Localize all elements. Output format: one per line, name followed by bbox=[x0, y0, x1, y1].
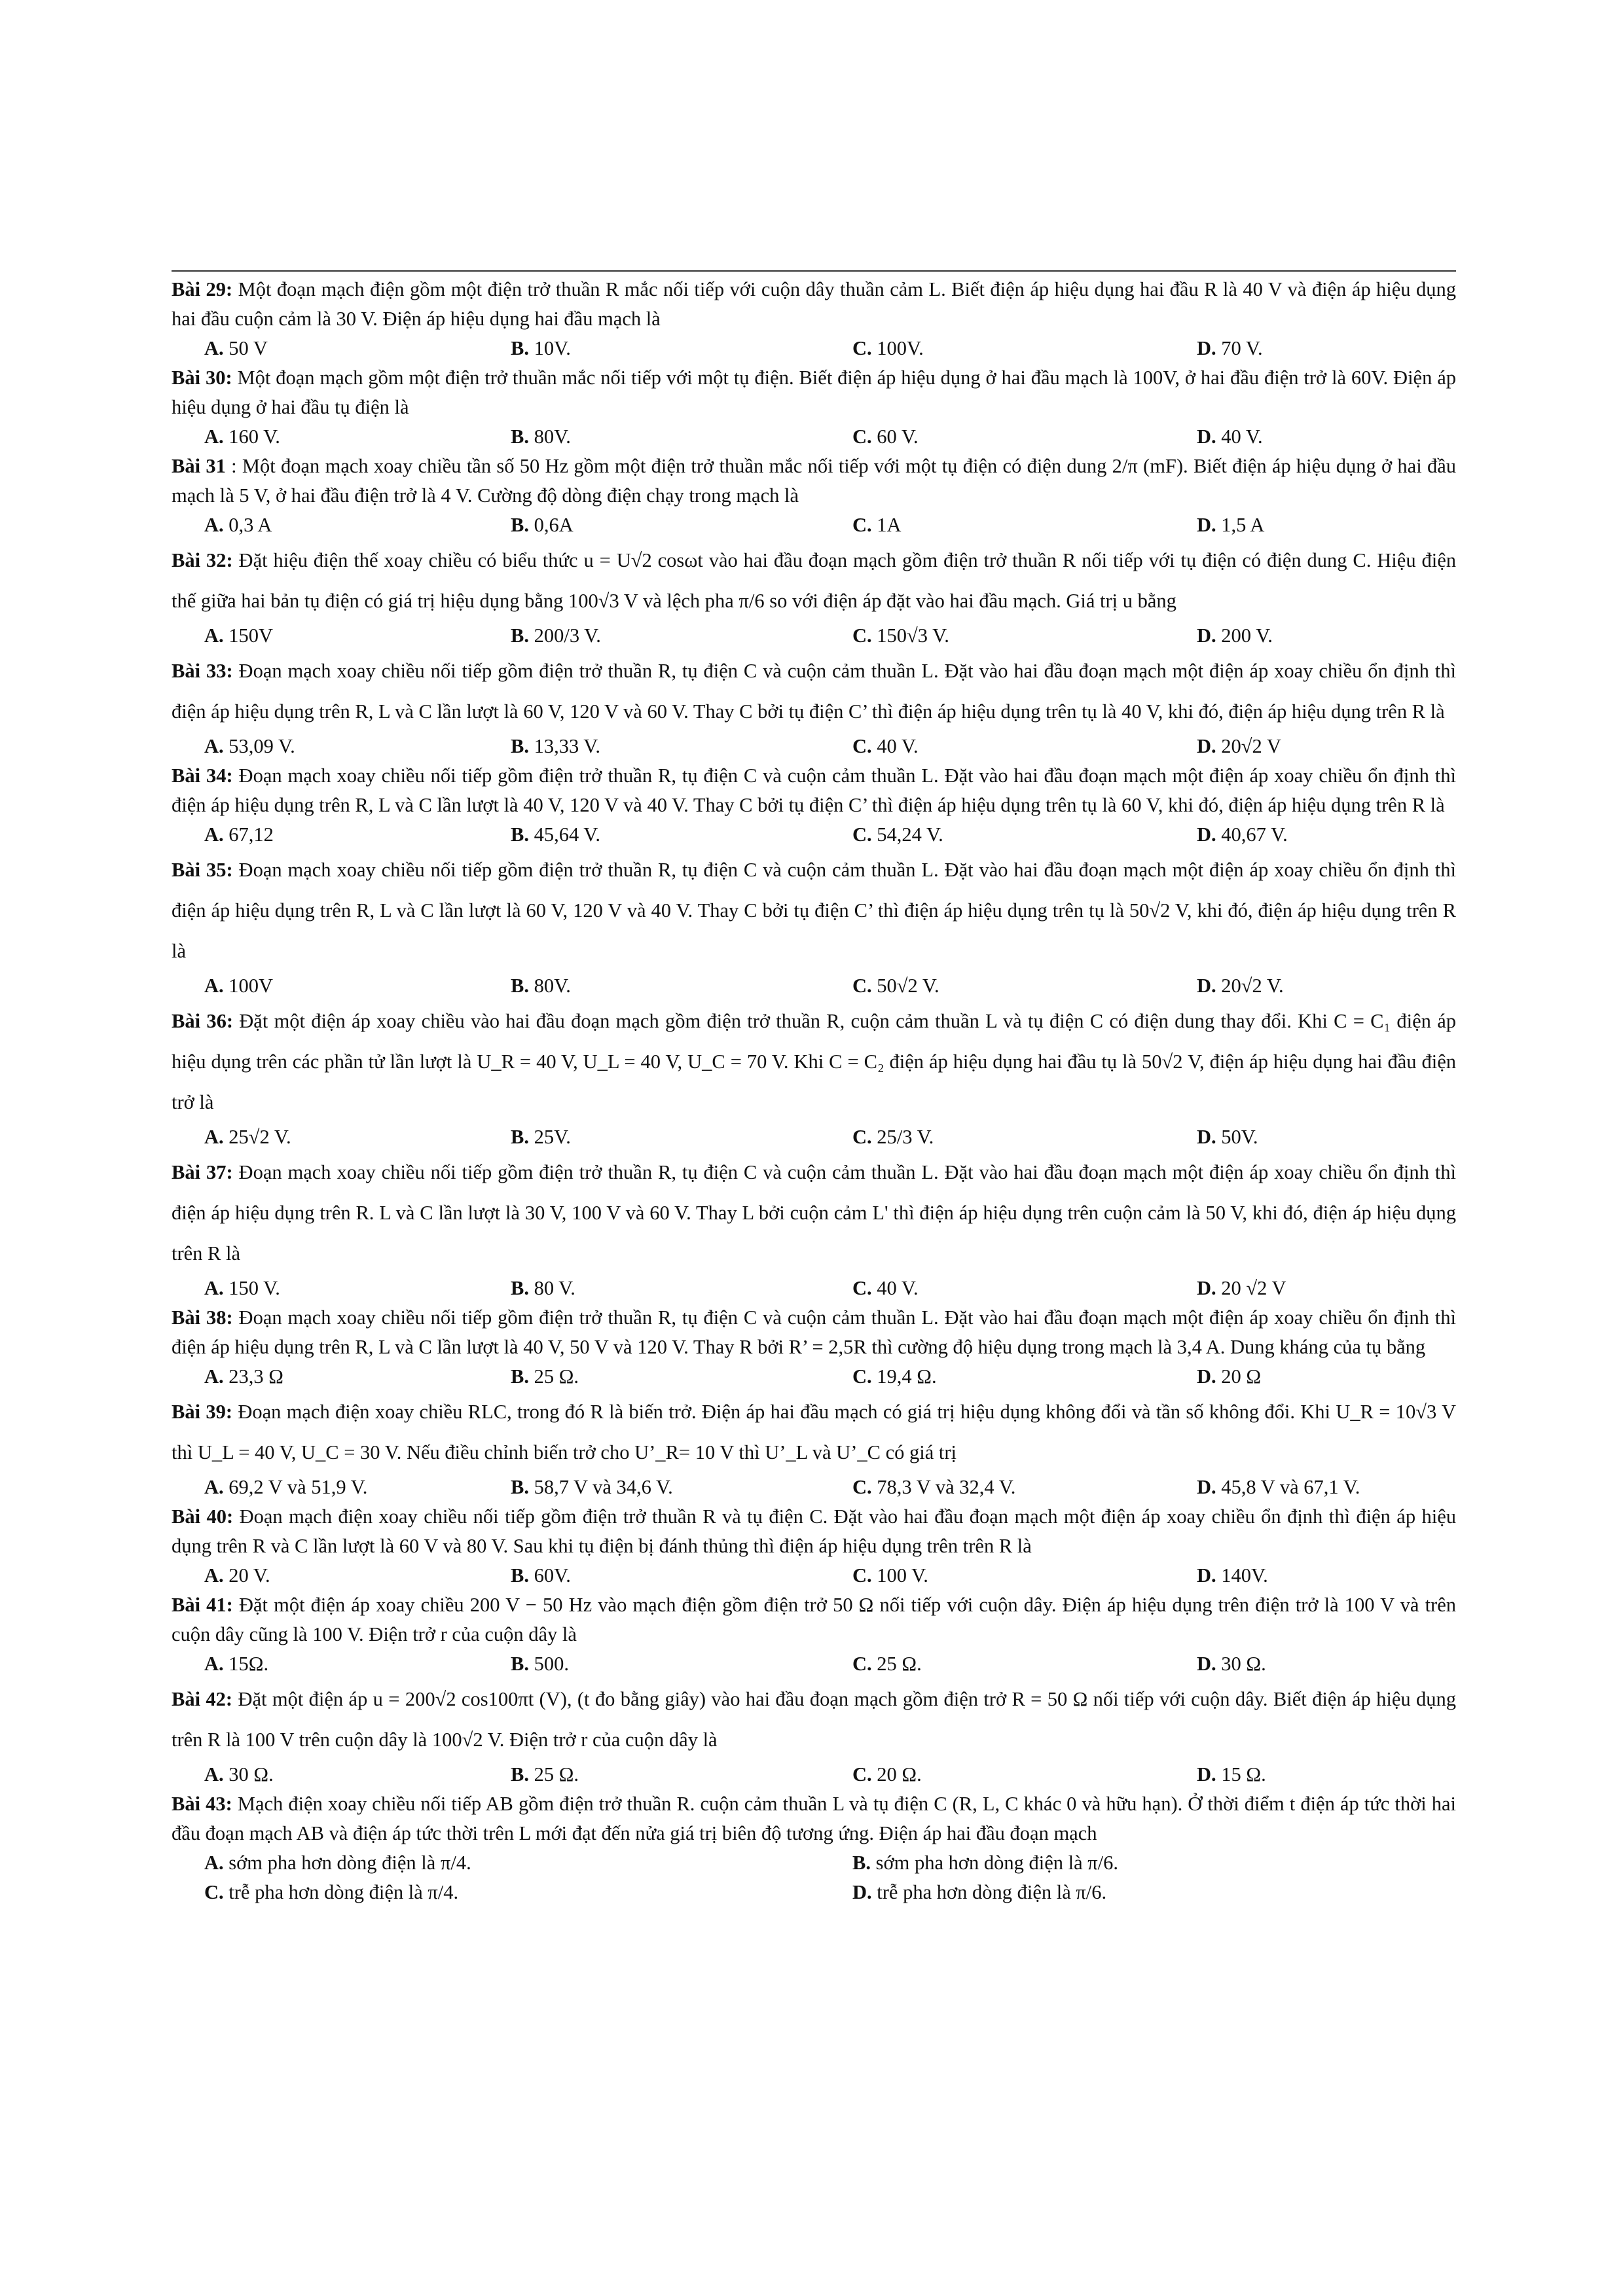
option-text: 200/3 V. bbox=[534, 624, 601, 647]
option-label: D. bbox=[1197, 1277, 1216, 1299]
option-text: 54,24 V. bbox=[877, 823, 943, 846]
option-label: B. bbox=[852, 1852, 871, 1874]
answer-option[interactable] bbox=[1197, 820, 1510, 850]
option-label: D. bbox=[1197, 514, 1216, 536]
problem bbox=[172, 275, 1456, 363]
problem-number: Bài 40: bbox=[172, 1505, 234, 1528]
answer-option[interactable] bbox=[852, 1362, 1197, 1391]
problem-statement: Đoạn mạch xoay chiều nối tiếp gồm điện trở thuần R, tụ điện C và cuộn cảm thuần L. Đặt vào hai đầu đoạn mạch một điện áp xoay chiều ổn định thì điện áp hiệu dụng trên R. L và C lần lượt là 30 V, 100 V và 60 V. Thay L bởi cuộn cảm L' thì điện áp hiệu dụng trên cuộn cảm là 50 V, khi đó, điện áp hiệu dụng trên R là bbox=[172, 1161, 1457, 1265]
answer-option[interactable] bbox=[852, 971, 1197, 1001]
option-text: 15 Ω. bbox=[1221, 1763, 1266, 1785]
answer-options bbox=[204, 621, 1456, 651]
answer-option[interactable] bbox=[1197, 1362, 1510, 1391]
answer-options bbox=[204, 511, 1456, 540]
option-label: D. bbox=[852, 1881, 872, 1903]
option-text: 40 V. bbox=[1221, 425, 1263, 448]
option-label: D. bbox=[1197, 1126, 1216, 1148]
answer-option[interactable] bbox=[1197, 334, 1510, 363]
answer-option[interactable] bbox=[1197, 422, 1510, 452]
option-text: 60V. bbox=[534, 1564, 571, 1587]
option-label: B. bbox=[511, 337, 529, 359]
answer-option[interactable] bbox=[511, 820, 852, 850]
option-label: A. bbox=[204, 514, 224, 536]
answer-option[interactable] bbox=[852, 1760, 1197, 1789]
option-text: 10V. bbox=[534, 337, 571, 359]
option-label: D. bbox=[1197, 1365, 1216, 1388]
option-text: 30 Ω. bbox=[1221, 1653, 1266, 1675]
problem-statement: Một đoạn mạch gồm một điện trở thuần mắc nối tiếp với một tụ điện. Biết điện áp hiệu dụng ở hai đầu mạch là 100V, ở hai đầu điện trở là 60V. Điện áp hiệu dụng ở hai đầu tụ điện là bbox=[172, 367, 1457, 418]
option-text: 40 V. bbox=[877, 1277, 919, 1299]
problem-number: Bài 43: bbox=[172, 1793, 232, 1815]
answer-option[interactable] bbox=[204, 1848, 852, 1878]
option-text: 25 Ω. bbox=[534, 1365, 579, 1388]
option-text: 20 V. bbox=[228, 1564, 270, 1587]
option-text: sớm pha hơn dòng điện là π/4. bbox=[228, 1852, 471, 1874]
answer-options bbox=[204, 334, 1456, 363]
problem bbox=[172, 1303, 1456, 1391]
option-text: 100V. bbox=[877, 337, 924, 359]
problem-number: Bài 41: bbox=[172, 1594, 233, 1616]
option-label: C. bbox=[852, 1126, 872, 1148]
question-text bbox=[172, 363, 1456, 422]
option-text: 45,64 V. bbox=[534, 823, 601, 846]
answer-option[interactable] bbox=[511, 422, 852, 452]
answer-option[interactable] bbox=[204, 732, 511, 761]
option-text: 80 V. bbox=[534, 1277, 575, 1299]
problem-number: Bài 34: bbox=[172, 764, 233, 787]
option-text: 15Ω. bbox=[228, 1653, 269, 1675]
problem-number: Bài 38: bbox=[172, 1306, 233, 1329]
answer-options bbox=[204, 1561, 1456, 1590]
option-label: C. bbox=[852, 1564, 872, 1587]
option-text: 20√2 V bbox=[1221, 735, 1281, 757]
option-label: D. bbox=[1197, 337, 1216, 359]
option-label: A. bbox=[204, 1564, 224, 1587]
option-text: 58,7 V và 34,6 V. bbox=[534, 1476, 673, 1498]
problem-statement: Đoạn mạch điện xoay chiều RLC, trong đó R là biến trở. Điện áp hai đầu mạch có giá trị hiệu dụng không đổi và tần số không đổi. Khi U_R = 10√3 V thì U_L = 40 V, U_C = 30 V. Nếu điều chỉnh biến trở cho U’_R= 10 V thì U’_L và U’_C có giá trị bbox=[172, 1401, 1456, 1463]
option-label: D. bbox=[1197, 975, 1216, 997]
problem-statement: Đặt một điện áp u = 200√2 cos100πt (V), (t đo bằng giây) vào hai đầu đoạn mạch gồm điện trở R = 50 Ω nối tiếp với cuộn dây. Biết điện áp hiệu dụng trên R là 100 V trên cuộn dây là 100√2 V. Điện trở r của cuộn dây là bbox=[172, 1688, 1456, 1751]
problem-statement: : Một đoạn mạch xoay chiều tần số 50 Hz gồm một điện trở thuần mắc nối tiếp với một tụ điện có điện dung 2/π (mF). Biết điện áp hiệu dụng ở hai đầu mạch là 5 V, ở hai đầu điện trở là 4 V. Cường độ dòng điện chạy trong mạch là bbox=[172, 455, 1456, 507]
answer-options bbox=[204, 971, 1456, 1001]
option-text: 20√2 V. bbox=[1221, 975, 1284, 997]
answer-option[interactable] bbox=[204, 1878, 852, 1907]
option-text: 30 Ω. bbox=[228, 1763, 274, 1785]
answer-option[interactable] bbox=[1197, 1473, 1510, 1502]
answer-options bbox=[204, 1848, 1456, 1907]
problem-number: Bài 42: bbox=[172, 1688, 233, 1710]
option-text: 80V. bbox=[534, 425, 571, 448]
option-label: C. bbox=[852, 514, 872, 536]
question-text bbox=[172, 1502, 1456, 1561]
option-text: 0,6A bbox=[534, 514, 574, 536]
problem-number: Bài 30: bbox=[172, 367, 232, 389]
problem-statement: Đặt một điện áp xoay chiều vào hai đầu đoạn mạch gồm điện trở thuần R, cuộn cảm thuần L và tụ điện C có điện dung thay đổi. Khi C = C₁ điện áp hiệu dụng trên các phần tử lần lượt là U_R = 40 V, U_L = 40 V, U_C = 70 V. Khi C = C₂ điện áp hiệu dụng hai đầu tụ là 50√2 V, điện áp hiệu dụng hai đầu điện trở là bbox=[172, 1010, 1456, 1113]
answer-option[interactable] bbox=[511, 732, 852, 761]
answer-option[interactable] bbox=[1197, 621, 1510, 651]
option-label: C. bbox=[852, 1653, 872, 1675]
answer-option[interactable] bbox=[204, 1274, 511, 1303]
problem bbox=[172, 1679, 1456, 1789]
option-label: A. bbox=[204, 823, 224, 846]
problem bbox=[172, 1789, 1456, 1907]
answer-option[interactable] bbox=[852, 1561, 1197, 1590]
problem bbox=[172, 850, 1456, 1001]
answer-option[interactable] bbox=[204, 1473, 511, 1502]
answer-option[interactable] bbox=[1197, 1274, 1510, 1303]
answer-option[interactable] bbox=[1197, 971, 1510, 1001]
option-text: 67,12 bbox=[228, 823, 274, 846]
answer-option[interactable] bbox=[852, 621, 1197, 651]
option-label: C. bbox=[852, 1277, 872, 1299]
option-label: A. bbox=[204, 1126, 224, 1148]
option-text: 1A bbox=[877, 514, 902, 536]
problem-number: Bài 37: bbox=[172, 1161, 233, 1183]
answer-option[interactable] bbox=[204, 511, 511, 540]
problem bbox=[172, 452, 1456, 540]
answer-option[interactable] bbox=[1197, 511, 1510, 540]
answer-option[interactable] bbox=[511, 1561, 852, 1590]
option-text: 40 V. bbox=[877, 735, 919, 757]
answer-option[interactable] bbox=[852, 1122, 1197, 1152]
answer-option[interactable] bbox=[852, 1848, 1442, 1878]
problem-statement: Đoạn mạch xoay chiều nối tiếp gồm điện trở thuần R, tụ điện C và cuộn cảm thuần L. Đặt vào hai đầu đoạn mạch một điện áp xoay chiều ổn định thì điện áp hiệu dụng trên R, L và C lần lượt là 60 V, 120 V và 40 V. Thay C bởi tụ điện C’ thì điện áp hiệu dụng trên tụ là 50√2 V, khi đó, điện áp hiệu dụng trên R là bbox=[172, 859, 1457, 962]
problem bbox=[172, 761, 1456, 850]
option-label: C. bbox=[852, 975, 872, 997]
option-label: D. bbox=[1197, 1653, 1216, 1675]
option-label: B. bbox=[511, 735, 529, 757]
problem-number: Bài 33: bbox=[172, 660, 233, 682]
answer-options bbox=[204, 1274, 1456, 1303]
option-label: B. bbox=[511, 823, 529, 846]
option-text: 45,8 V và 67,1 V. bbox=[1221, 1476, 1360, 1498]
problem-statement: Đoạn mạch xoay chiều nối tiếp gồm điện trở thuần R, tụ điện C và cuộn cảm thuần L. Đặt vào hai đầu đoạn mạch một điện áp xoay chiều ổn định thì điện áp hiệu dụng trên R, L và C lần lượt là 60 V, 120 V và 60 V. Thay C bởi tụ điện C’ thì điện áp hiệu dụng trên tụ là 40 V, khi đó, điện áp hiệu dụng trên R là bbox=[172, 660, 1457, 723]
option-text: 100V bbox=[228, 975, 274, 997]
problem bbox=[172, 651, 1456, 761]
problem-number: Bài 35: bbox=[172, 859, 233, 881]
option-text: 19,4 Ω. bbox=[877, 1365, 937, 1388]
problem bbox=[172, 363, 1456, 452]
answer-option[interactable] bbox=[511, 1362, 852, 1391]
question-text bbox=[172, 850, 1456, 971]
option-label: A. bbox=[204, 735, 224, 757]
option-text: 100 V. bbox=[877, 1564, 928, 1587]
option-text: 50√2 V. bbox=[877, 975, 939, 997]
question-text bbox=[172, 1789, 1456, 1848]
option-label: B. bbox=[511, 1126, 529, 1148]
option-text: 20 Ω bbox=[1221, 1365, 1262, 1388]
option-label: A. bbox=[204, 1277, 224, 1299]
option-text: 25V. bbox=[534, 1126, 571, 1148]
option-label: C. bbox=[852, 425, 872, 448]
answer-options bbox=[204, 1122, 1456, 1152]
option-label: B. bbox=[511, 1277, 529, 1299]
answer-option[interactable] bbox=[511, 1473, 852, 1502]
answer-option[interactable] bbox=[511, 1122, 852, 1152]
answer-option[interactable] bbox=[511, 971, 852, 1001]
problem-number: Bài 31 bbox=[172, 455, 226, 477]
option-text: 25√2 V. bbox=[228, 1126, 291, 1148]
problem-list bbox=[172, 275, 1456, 1907]
option-text: 40,67 V. bbox=[1221, 823, 1288, 846]
problem-number: Bài 39: bbox=[172, 1401, 233, 1423]
problem bbox=[172, 1001, 1456, 1152]
answer-option[interactable] bbox=[204, 820, 511, 850]
option-label: C. bbox=[852, 1365, 872, 1388]
option-label: A. bbox=[204, 1852, 224, 1874]
option-label: B. bbox=[511, 1564, 529, 1587]
answer-option[interactable] bbox=[204, 1760, 511, 1789]
option-label: D. bbox=[1197, 425, 1216, 448]
option-label: D. bbox=[1197, 1763, 1216, 1785]
answer-option[interactable] bbox=[852, 1473, 1197, 1502]
problem bbox=[172, 1590, 1456, 1679]
option-label: B. bbox=[511, 425, 529, 448]
option-text: 0,3 A bbox=[228, 514, 272, 536]
option-label: D. bbox=[1197, 735, 1216, 757]
option-label: C. bbox=[852, 1763, 872, 1785]
answer-options bbox=[204, 1649, 1456, 1679]
option-label: B. bbox=[511, 1476, 529, 1498]
answer-option[interactable] bbox=[511, 511, 852, 540]
option-label: C. bbox=[204, 1881, 224, 1903]
answer-option[interactable] bbox=[204, 621, 511, 651]
answer-option[interactable] bbox=[511, 1649, 852, 1679]
problem bbox=[172, 1391, 1456, 1502]
question-text bbox=[172, 1152, 1456, 1274]
option-text: 69,2 V và 51,9 V. bbox=[228, 1476, 368, 1498]
option-label: C. bbox=[852, 735, 872, 757]
problem-statement: Đặt hiệu điện thế xoay chiều có biểu thức u = U√2 cosωt vào hai đầu đoạn mạch gồm điện trở thuần R nối tiếp với tụ điện có điện dung C. Hiệu điện thế giữa hai bản tụ điện có giá trị hiệu dụng bằng 100√3 V và lệch pha π/6 so với điện áp đặt vào hai đầu mạch. Giá trị u bằng bbox=[172, 549, 1456, 612]
option-label: A. bbox=[204, 1763, 224, 1785]
option-text: 1,5 A bbox=[1221, 514, 1265, 536]
answer-option[interactable] bbox=[1197, 1649, 1510, 1679]
option-label: C. bbox=[852, 1476, 872, 1498]
answer-option[interactable] bbox=[852, 422, 1197, 452]
question-text bbox=[172, 452, 1456, 511]
answer-option[interactable] bbox=[852, 820, 1197, 850]
answer-option[interactable] bbox=[852, 1878, 1442, 1907]
question-text bbox=[172, 275, 1456, 334]
answer-options bbox=[204, 1473, 1456, 1502]
question-text bbox=[172, 540, 1456, 621]
option-label: B. bbox=[511, 514, 529, 536]
answer-option[interactable] bbox=[852, 511, 1197, 540]
option-text: 25/3 V. bbox=[877, 1126, 934, 1148]
answer-option[interactable] bbox=[204, 1649, 511, 1679]
option-label: B. bbox=[511, 624, 529, 647]
option-text: 150V bbox=[228, 624, 274, 647]
option-label: C. bbox=[852, 823, 872, 846]
option-text: 50V. bbox=[1221, 1126, 1258, 1148]
option-text: 140V. bbox=[1221, 1564, 1268, 1587]
option-label: A. bbox=[204, 975, 224, 997]
answer-option[interactable] bbox=[1197, 1122, 1510, 1152]
answer-option[interactable] bbox=[852, 1274, 1197, 1303]
problem-statement: Đoạn mạch xoay chiều nối tiếp gồm điện trở thuần R, tụ điện C và cuộn cảm thuần L. Đặt vào hai đầu đoạn mạch một điện áp xoay chiều ổn định thì điện áp hiệu dụng trên R, L và C lần lượt là 40 V, 50 V và 120 V. Thay R bởi R’ = 2,5R thì cường độ hiệu dụng trong mạch là 3,4 A. Dung kháng của tụ bằng bbox=[172, 1306, 1457, 1358]
option-text: 25 Ω. bbox=[534, 1763, 579, 1785]
option-label: B. bbox=[511, 1365, 529, 1388]
option-text: 500. bbox=[534, 1653, 569, 1675]
answer-options bbox=[204, 1760, 1456, 1789]
question-text bbox=[172, 761, 1456, 820]
question-text bbox=[172, 1303, 1456, 1362]
problem-statement: Một đoạn mạch điện gồm một điện trở thuần R mắc nối tiếp với cuộn dây thuần cảm L. Biết điện áp hiệu dụng hai đầu R là 40 V và điện áp hiệu dụng hai đầu cuộn cảm là 30 V. Điện áp hiệu dụng hai đầu mạch là bbox=[172, 278, 1456, 330]
option-text: sớm pha hơn dòng điện là π/6. bbox=[875, 1852, 1119, 1874]
answer-options bbox=[204, 820, 1456, 850]
option-text: 23,3 Ω bbox=[228, 1365, 283, 1388]
option-text: 70 V. bbox=[1221, 337, 1263, 359]
problem-statement: Mạch điện xoay chiều nối tiếp AB gồm điện trở thuần R. cuộn cảm thuần L và tụ điện C (R, L, C khác 0 và hữu hạn). Ở thời điểm t điện áp tức thời hai đầu đoạn mạch AB và điện áp tức thời trên L mới đạt đến nửa giá trị biên độ tương ứng. Điện áp hai đầu đoạn mạch bbox=[172, 1793, 1456, 1844]
option-label: B. bbox=[511, 975, 529, 997]
problem-number: Bài 29: bbox=[172, 278, 233, 300]
option-text: 25 Ω. bbox=[877, 1653, 922, 1675]
answer-option[interactable] bbox=[204, 1561, 511, 1590]
option-text: 60 V. bbox=[877, 425, 919, 448]
option-text: 80V. bbox=[534, 975, 571, 997]
option-label: B. bbox=[511, 1763, 529, 1785]
option-text: 160 V. bbox=[228, 425, 280, 448]
option-text: trễ pha hơn dòng điện là π/6. bbox=[877, 1881, 1107, 1903]
answer-option[interactable] bbox=[1197, 1760, 1510, 1789]
option-label: A. bbox=[204, 1653, 224, 1675]
header-rule bbox=[172, 270, 1456, 272]
problem-statement: Đoạn mạch xoay chiều nối tiếp gồm điện trở thuần R, tụ điện C và cuộn cảm thuần L. Đặt vào hai đầu đoạn mạch một điện áp xoay chiều ổn định thì điện áp hiệu dụng trên R, L và C lần lượt là 40 V, 120 V và 40 V. Thay C bởi tụ điện C’ thì điện áp hiệu dụng trên tụ là 60 V, khi đó, điện áp hiệu dụng trên R là bbox=[172, 764, 1457, 816]
problem-number: Bài 32: bbox=[172, 549, 233, 571]
problem-statement: Đặt một điện áp xoay chiều 200 V − 50 Hz vào mạch điện gồm điện trở 50 Ω nối tiếp với cuộn dây. Điện áp hiệu dụng trên điện trở là 100 V và trên cuộn dây cũng là 100 V. Điện trở r của cuộn dây là bbox=[172, 1594, 1457, 1645]
problem bbox=[172, 1502, 1456, 1590]
answer-option[interactable] bbox=[511, 1274, 852, 1303]
option-text: 20 √2 V bbox=[1221, 1277, 1286, 1299]
option-text: 50 V bbox=[228, 337, 268, 359]
answer-options bbox=[204, 1362, 1456, 1391]
option-label: B. bbox=[511, 1653, 529, 1675]
answer-option[interactable] bbox=[204, 422, 511, 452]
answer-option[interactable] bbox=[852, 334, 1197, 363]
answer-option[interactable] bbox=[511, 334, 852, 363]
answer-option[interactable] bbox=[852, 1649, 1197, 1679]
answer-option[interactable] bbox=[1197, 1561, 1510, 1590]
question-text bbox=[172, 1391, 1456, 1473]
option-text: trễ pha hơn dòng điện là π/4. bbox=[228, 1881, 459, 1903]
option-label: D. bbox=[1197, 1476, 1216, 1498]
option-text: 150 V. bbox=[228, 1277, 280, 1299]
option-label: D. bbox=[1197, 1564, 1216, 1587]
option-label: A. bbox=[204, 624, 224, 647]
option-text: 53,09 V. bbox=[228, 735, 295, 757]
answer-option[interactable] bbox=[511, 1760, 852, 1789]
question-text bbox=[172, 1679, 1456, 1760]
answer-option[interactable] bbox=[204, 334, 511, 363]
answer-option[interactable] bbox=[204, 971, 511, 1001]
answer-option[interactable] bbox=[1197, 732, 1510, 761]
option-label: C. bbox=[852, 337, 872, 359]
option-label: A. bbox=[204, 337, 224, 359]
option-label: A. bbox=[204, 1476, 224, 1498]
option-label: A. bbox=[204, 1365, 224, 1388]
option-text: 20 Ω. bbox=[877, 1763, 922, 1785]
option-label: C. bbox=[852, 624, 872, 647]
option-text: 78,3 V và 32,4 V. bbox=[877, 1476, 1016, 1498]
question-text bbox=[172, 1001, 1456, 1122]
problem-number: Bài 36: bbox=[172, 1010, 233, 1032]
option-text: 150√3 V. bbox=[877, 624, 949, 647]
answer-options bbox=[204, 732, 1456, 761]
answer-option[interactable] bbox=[511, 621, 852, 651]
problem bbox=[172, 1152, 1456, 1303]
option-label: D. bbox=[1197, 823, 1216, 846]
option-text: 200 V. bbox=[1221, 624, 1273, 647]
option-label: D. bbox=[1197, 624, 1216, 647]
problem bbox=[172, 540, 1456, 651]
question-text bbox=[172, 1590, 1456, 1649]
option-label: A. bbox=[204, 425, 224, 448]
question-text bbox=[172, 651, 1456, 732]
problem-statement: Đoạn mạch điện xoay chiều nối tiếp gồm điện trở thuần R và tụ điện C. Đặt vào hai đầu đoạn mạch một điện áp xoay chiều ổn định thì điện áp hiệu dụng trên R và C lần lượt là 60 V và 80 V. Sau khi tụ điện bị đánh thủng thì điện áp hiệu dụng trên trên R là bbox=[172, 1505, 1457, 1557]
answer-options bbox=[204, 422, 1456, 452]
answer-option[interactable] bbox=[204, 1362, 511, 1391]
answer-option[interactable] bbox=[204, 1122, 511, 1152]
answer-option[interactable] bbox=[852, 732, 1197, 761]
option-text: 13,33 V. bbox=[534, 735, 601, 757]
